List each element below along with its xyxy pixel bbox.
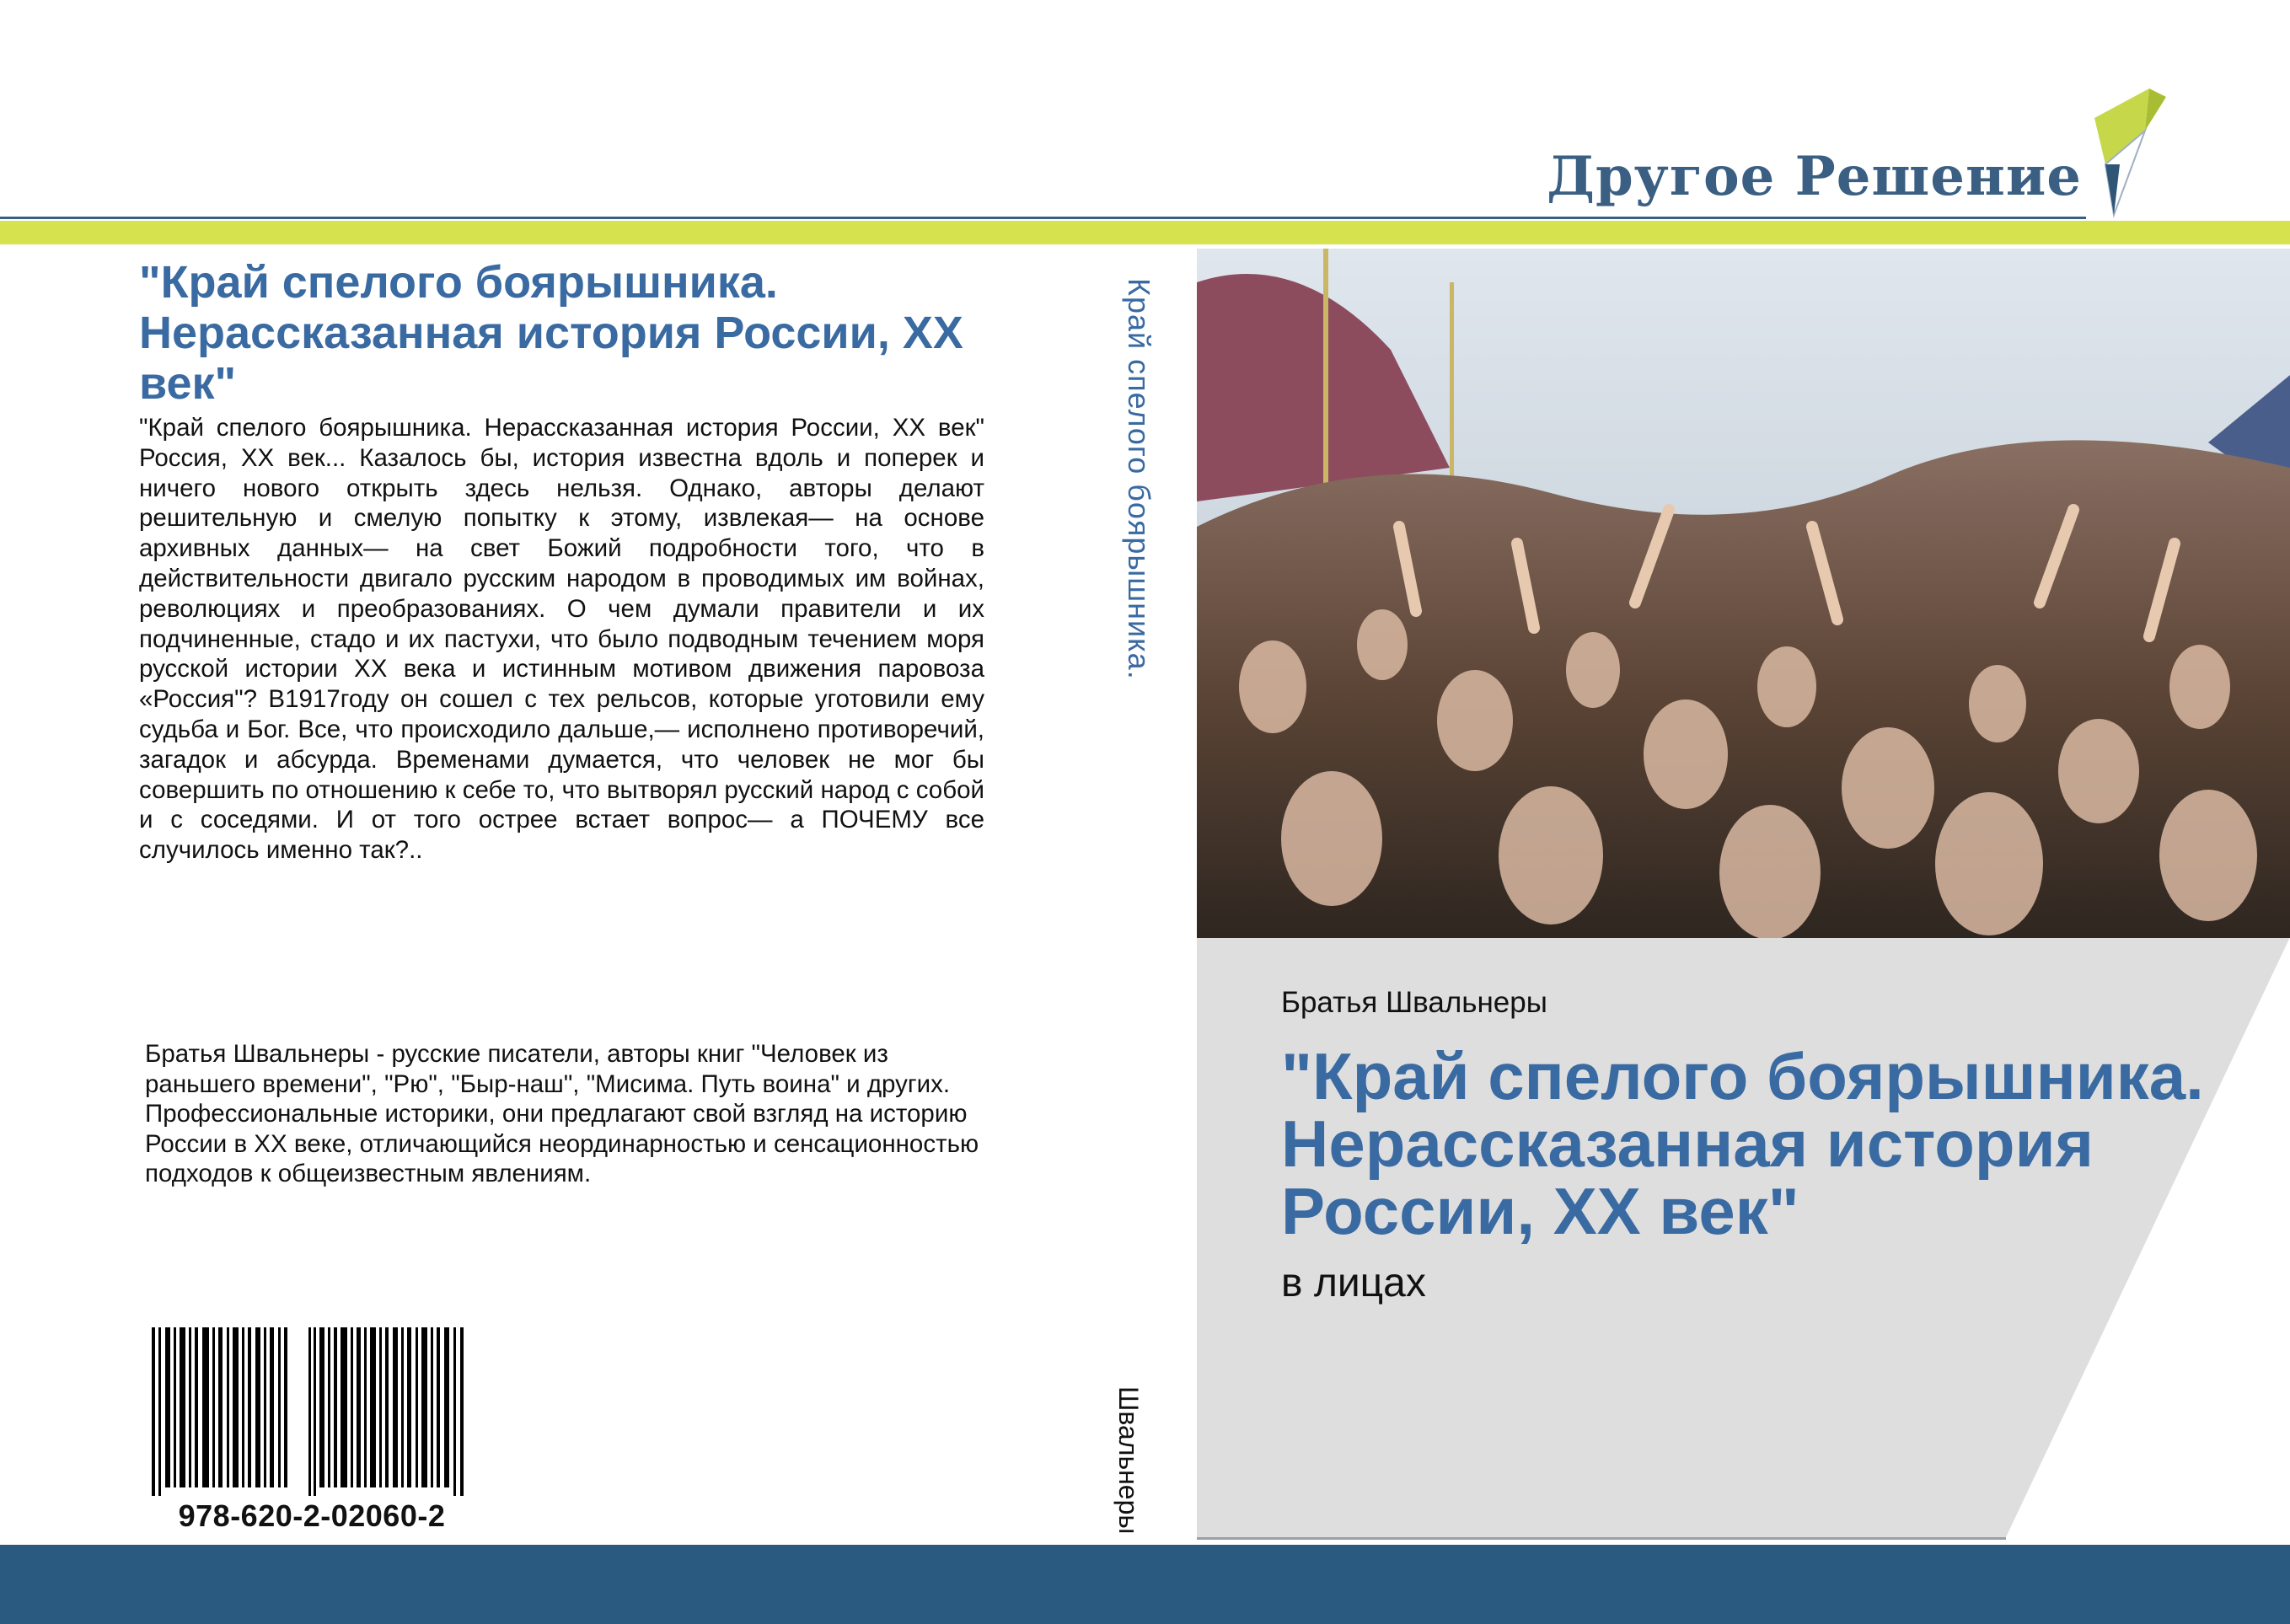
accent-stripe bbox=[0, 221, 2290, 244]
bottom-band bbox=[0, 1545, 2290, 1624]
back-cover-description: "Край спелого боярышника. Нерассказанная история России, ХХ век" Россия, ХХ век... Казалось бы, история известна вдоль и поперек и ничего нового открыть здесь нельзя. Однако, авторы делают решительную и смелую попытку к этому, извлекая— на основе архивных данных— на свет Божий подробности того, что в действительности двигало русским народом в проводимых им войнах, революциях и преобразованиях. О чем думали правители и их подчиненные, стадо и их пастухи, что было подводным течением моря русской истории ХХ века и истинным мотивом движения паровоза «Россия"? В1917году он сошел с тех рельсов, которые уготовили ему судьба и Бог. Все, что происходило дальше,— исполнено противоречий, загадок и абсурда. Временами думается, что человек не мог бы совершить по отношению к себе то, что вытворял русский народ с собой и с соседями. И от того острее встает вопрос— а ПОЧЕМУ все случилось именно так?.. bbox=[139, 414, 984, 865]
isbn-number: 978-620-2-02060-2 bbox=[178, 1498, 446, 1533]
back-cover-title: "Край спелого боярышника. Нерассказанная история России, ХХ век" bbox=[139, 257, 963, 409]
barcode-icon bbox=[152, 1327, 472, 1496]
about-authors-text: Братья Швальнеры - русские писатели, авторы книг "Человек из раньшего времени", "Рю", "Быр-наш", "Мисима. Путь воина" и других. Профессиональные историки, они предлагают свой взгляд на историю России в ХХ веке, отличающийся неординарностью и сенсационностью подходов к общеизвестным явлениям. bbox=[145, 1040, 979, 1187]
header-rule bbox=[0, 217, 2086, 219]
front-cover-rule bbox=[1197, 1537, 2006, 1540]
publisher-name: Другое Решение bbox=[1547, 145, 2082, 208]
crowd-photo bbox=[1197, 249, 2290, 938]
publisher-logo-icon bbox=[2090, 84, 2166, 219]
front-cover-author: Братья Швальнеры bbox=[1281, 986, 1547, 1019]
front-cover-subtitle: в лицах bbox=[1281, 1261, 1426, 1305]
spine-author: Швальнеры bbox=[1113, 1386, 1144, 1535]
front-cover-title: "Край спелого боярышника. Нерассказанная история России, ХХ век" bbox=[1281, 1039, 2204, 1248]
spine-title: Край спелого боярышника. bbox=[1122, 278, 1156, 680]
